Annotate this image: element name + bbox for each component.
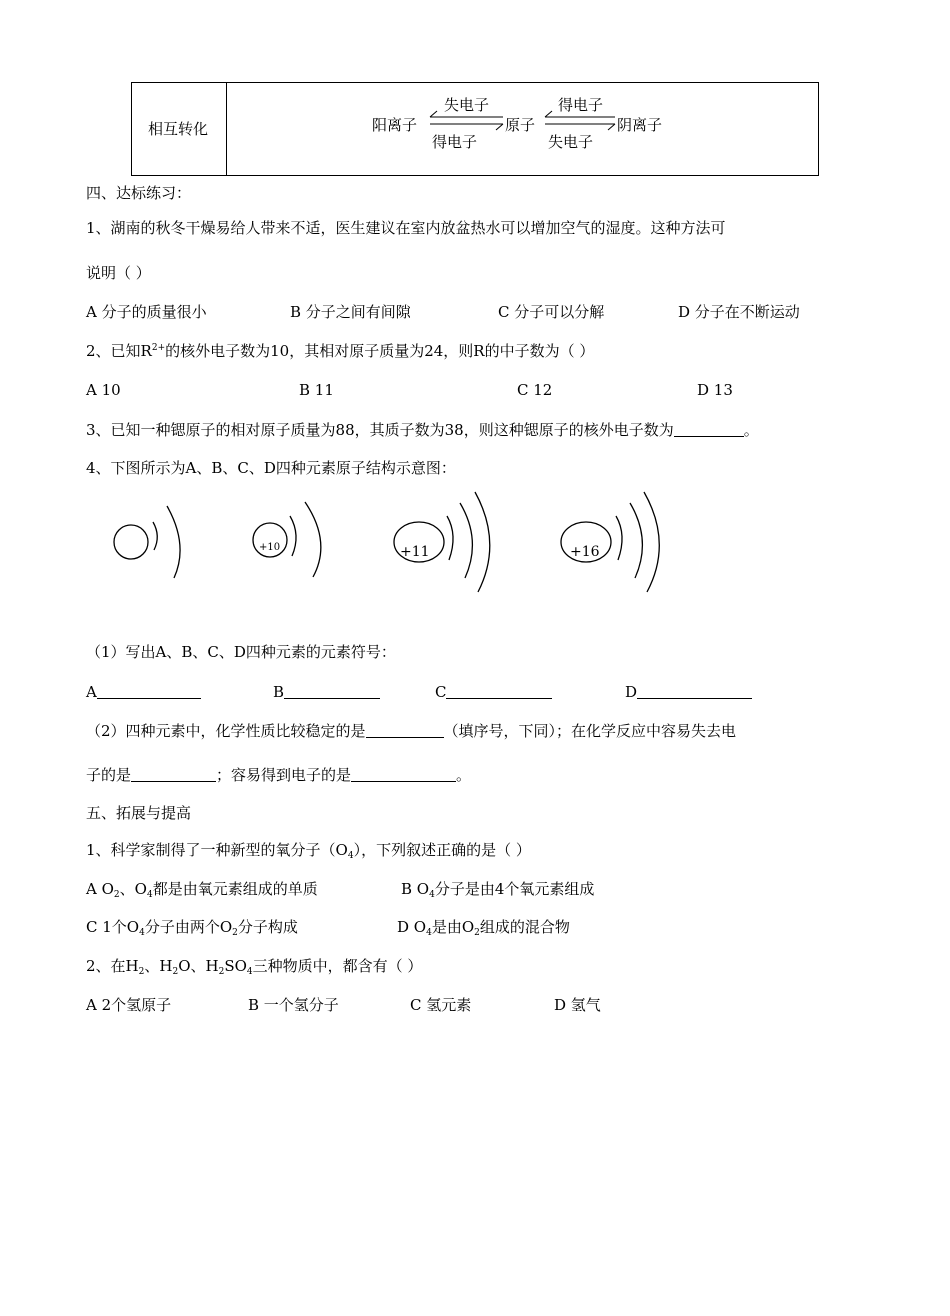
opt-d-sub4: 4: [426, 928, 432, 938]
lose-electron-label: 失电子: [444, 96, 490, 114]
q5-2-option-d: D 氢气: [554, 996, 601, 1014]
opt-c-sub2: 2: [232, 928, 238, 938]
gain-electron-blank[interactable]: [351, 767, 456, 782]
q4-2-option-a: A 10: [86, 381, 121, 399]
opt-b-sub4: 4: [429, 890, 435, 900]
q4-1-line1: 1、湖南的秋冬干燥易给人带来不适，医生建议在室内放盆热水可以增加空气的湿度。这种方法可: [86, 219, 726, 237]
q5-2-part2: 、H: [144, 957, 173, 975]
atom-d-nucleus: +16: [570, 544, 600, 560]
q5-2-part1: 2、在H: [86, 957, 139, 975]
q4-3-stem-pre: 3、已知一种锶原子的相对原子质量为88，其质子数为38，则这种锶原子的核外电子数为: [86, 421, 674, 439]
blank-d-label: D: [625, 683, 638, 701]
blank-b-input[interactable]: [284, 684, 380, 699]
table-row-label: 相互转化: [148, 120, 209, 138]
part2-line2-end: 。: [456, 766, 472, 784]
part2-mid: （填序号，下同）；在化学反应中容易失去电: [443, 722, 737, 740]
opt-a-part2: 、O: [119, 880, 147, 898]
q5-1-stem-post: ），下列叙述正确的是（ ）: [353, 841, 531, 859]
opt-c-part3: 分子构成: [237, 918, 298, 936]
q5-2-option-c: C 氢元素: [410, 996, 472, 1014]
part2-line2-pre: 子的是: [86, 766, 132, 784]
q5-1-stem: [86, 841, 531, 861]
q4-1-option-c: C 分子可以分解: [498, 303, 605, 321]
q5-2-part3: O、H: [178, 957, 219, 975]
q4-2-charge: 2+: [151, 343, 166, 353]
cation-label: 阳离子: [372, 116, 418, 134]
opt-d-part2: 是由O: [431, 918, 475, 936]
blank-c-input[interactable]: [446, 684, 552, 699]
q4-1-option-b: B 分子之间有间隙: [290, 303, 411, 321]
blank-b-label: B: [273, 683, 285, 701]
q5-2-stem: [86, 957, 423, 977]
opt-d-part3: 组成的混合物: [479, 918, 570, 936]
q4-4-stem: 4、下图所示为A、B、C、D四种元素原子结构示意图：: [86, 459, 456, 477]
opt-d-part1: D O: [397, 918, 427, 936]
blank-a-input[interactable]: [97, 684, 201, 699]
blank-c-label: C: [435, 683, 447, 701]
part2-line2-mid: ；容易得到电子的是: [216, 766, 352, 784]
atom-d-diagram: [561, 492, 659, 592]
q4-4-blank-d: [625, 684, 752, 700]
gain-electron-label: 得电子: [432, 133, 478, 151]
q5-1-stem-sub: 4: [347, 851, 354, 861]
section-4-heading: 四、达标练习：: [86, 184, 192, 202]
q5-1-option-d: [397, 918, 570, 938]
q4-4-part1: （1）写出A、B、C、D四种元素的元素符号：: [86, 643, 396, 661]
q4-2-stem-post: 的核外电子数为10，其相对原子质量为24，则R的中子数为（ ）: [165, 342, 595, 360]
atom-c-nucleus: +11: [400, 544, 430, 560]
atom-a-diagram: [114, 506, 180, 578]
q4-4-part2-line1: [86, 723, 736, 739]
lose-electron-blank[interactable]: [131, 767, 216, 782]
opt-a-sub2: 2: [113, 890, 120, 900]
section-5-heading: 五、拓展与提高: [86, 804, 192, 822]
q4-2-option-d: D 13: [697, 381, 733, 399]
q4-3-stem-post: 。: [743, 421, 759, 439]
q5-2-part5: 三种物质中，都含有（ ）: [252, 957, 423, 975]
opt-c-sub4: 4: [139, 928, 145, 938]
gain-electron-label-2: 得电子: [558, 96, 604, 114]
q4-4-blank-c: [435, 684, 552, 700]
part2-pre: （2）四种元素中，化学性质比较稳定的是: [86, 722, 366, 740]
q4-4-blank-row: [86, 684, 201, 700]
stable-element-blank[interactable]: [366, 723, 444, 738]
blank-a-label: A: [86, 683, 97, 701]
q5-1-option-c: [86, 918, 298, 938]
opt-b-part2: 分子是由4个氧元素组成: [434, 880, 595, 898]
q5-1-option-b: [401, 880, 595, 900]
atom-label: 原子: [505, 116, 536, 134]
atom-c-diagram: [394, 492, 490, 592]
lose-electron-label-2: 失电子: [548, 133, 594, 151]
atom-b-diagram: [253, 502, 321, 577]
q5-2-option-b: B 一个氢分子: [248, 996, 339, 1014]
q5-1-stem-pre: 1、科学家制得了一种新型的氧分子（O: [86, 841, 348, 859]
anion-label: 阴离子: [617, 116, 663, 134]
q5-2-part4: SO: [224, 957, 247, 975]
q4-2-stem-pre: 2、已知R: [86, 342, 152, 360]
q5-1-option-a: [86, 880, 318, 900]
q4-1-line2: 说明（ ）: [86, 264, 151, 282]
q5-2-sub-a: 2: [138, 967, 145, 977]
q5-2-sub-b: 2: [172, 967, 179, 977]
q5-2-sub-d: 4: [246, 967, 253, 977]
opt-c-part2: 分子由两个O: [144, 918, 233, 936]
q4-2-option-b: B 11: [299, 381, 334, 399]
opt-b-part1: B O: [401, 880, 430, 898]
opt-a-part3: 都是由氧元素组成的单质: [152, 880, 318, 898]
q5-2-option-a: A 2个氢原子: [86, 996, 172, 1014]
q4-1-option-d: D 分子在不断运动: [678, 303, 800, 321]
opt-d-sub2: 2: [474, 928, 480, 938]
q4-2-option-c: C 12: [517, 381, 553, 399]
q4-4-part2-line2: [86, 767, 471, 783]
opt-a-part1: A O: [86, 880, 114, 898]
q5-2-sub-c: 2: [218, 967, 225, 977]
atom-b-nucleus: +10: [259, 542, 281, 553]
q4-1-option-a: A 分子的质量很小: [86, 303, 207, 321]
blank-d-input[interactable]: [637, 684, 752, 699]
opt-c-part1: C 1个O: [86, 918, 140, 936]
opt-a-sub4: 4: [146, 890, 153, 900]
q4-4-blank-b: [273, 684, 380, 700]
